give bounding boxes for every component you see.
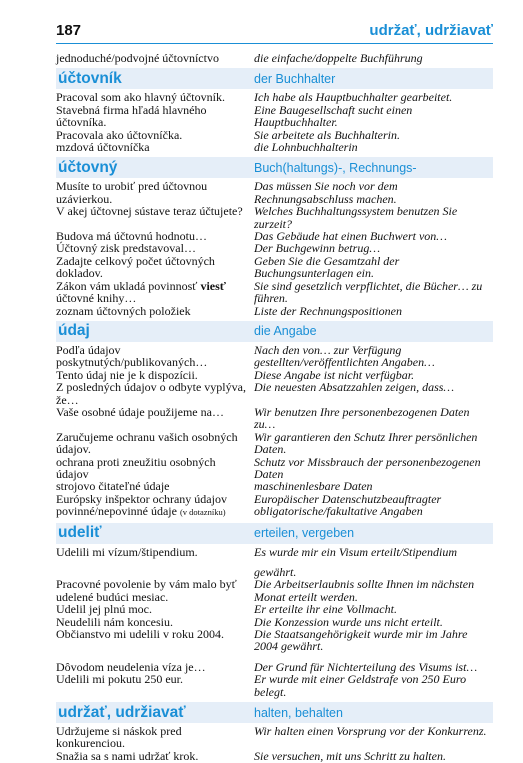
german-text: Geben Sie die Gesamtzahl der	[254, 253, 400, 268]
headword-translation: Buch(haltungs)-, Rechnungs-	[254, 160, 417, 175]
slovak-text-part: povinné/nepovinné údaje	[56, 504, 180, 519]
example-row	[56, 737, 493, 749]
german-text: Buchungsunterlagen ein.	[254, 266, 374, 281]
slovak-text: dokladov.	[56, 266, 103, 281]
slovak-text: strojovo čitateľné údaje	[56, 479, 170, 494]
german-text: die einfache/doppelte Buchführung	[254, 51, 423, 65]
headword: udeliť	[58, 524, 102, 542]
german-text: Daten	[254, 466, 284, 481]
german-text: Sie versuchen, mit uns Schritt zu halten.	[254, 748, 446, 763]
headword-translation: erteilen, vergeben	[254, 526, 355, 541]
running-head: udržať, udržiavať	[369, 22, 493, 39]
dictionary-content	[56, 52, 493, 762]
entry-heading	[56, 702, 493, 723]
example-row	[56, 750, 493, 762]
german-text: Daten.	[254, 442, 287, 457]
example-row	[56, 640, 493, 652]
example-row	[56, 418, 493, 430]
german-text: Die Staatsangehörigkeit wurde mir im Jahre	[254, 627, 468, 642]
slovak-text: poskytnutých/publikovaných…	[56, 355, 208, 370]
slovak-text-part: Zákon vám ukladá povinnosť	[56, 278, 201, 293]
slovak-text: účtovné knihy…	[56, 291, 137, 306]
german-text: Der Grund für Nichterteilung des Visums ist…	[254, 659, 478, 674]
example-row	[56, 52, 493, 64]
german-text: Ich habe als Hauptbuchhalter gearbeitet.	[254, 90, 453, 105]
slovak-text: Udelili mi pokutu 250 eur.	[56, 672, 183, 687]
german-text: Die Konzession wurde uns nicht erteilt.	[254, 614, 443, 629]
slovak-text: údajov	[56, 466, 89, 481]
slovak-text: V akej účtovnej sústave teraz účtujete?	[56, 204, 243, 219]
page-number: 187	[56, 22, 82, 39]
slovak-text: že…	[56, 392, 79, 407]
german-text: 2004 gewährt.	[254, 639, 324, 654]
german-text: Es wurde mir ein Visum erteilt/Stipendium	[254, 544, 457, 559]
german-text: Er wurde mit einer Geldstrafe von 250 Euro belegt.	[254, 672, 467, 699]
german-text: Die neuesten Absatzzahlen zeigen, dass…	[254, 380, 455, 395]
slovak-text: konkurenciou.	[56, 736, 125, 751]
slovak-text: Budova má účtovnú hodnotu…	[56, 229, 207, 244]
slovak-text: Udelili mi vízum/štipendium.	[56, 544, 198, 559]
entry-heading	[56, 157, 493, 178]
slovak-text	[56, 640, 254, 652]
example-row	[56, 141, 493, 153]
slovak-text: udelené budúci mesiac.	[56, 589, 169, 604]
example-row	[56, 546, 493, 558]
german-text: die Lohnbuchhalterin	[254, 140, 358, 155]
example-row	[56, 356, 493, 368]
german-text: Rechnungsabschluss machen.	[254, 191, 397, 206]
example-row	[56, 180, 493, 192]
german-text: Sie sind gesetzlich verpflichtet, die Bücher… zu	[254, 278, 483, 293]
slovak-text: údajov.	[56, 442, 91, 457]
german-text: obligatorische/fakultative Angaben	[254, 504, 423, 519]
headword: účtovný	[58, 158, 118, 176]
page-header	[56, 22, 493, 44]
example-row	[56, 673, 493, 698]
german-text: Er erteilte ihr eine Vollmacht.	[254, 602, 397, 617]
example-row	[56, 381, 493, 393]
german-text: Sie arbeitete als Buchhalterin.	[254, 127, 400, 142]
german-text: zurzeit?	[254, 216, 293, 231]
example-row	[56, 205, 493, 217]
slovak-text: Z posledných údajov o odbyte vyplýva,	[56, 380, 246, 395]
slovak-text-bold: viesť	[200, 278, 227, 293]
example-row	[56, 242, 493, 254]
german-text: Diese Angabe ist nicht verfügbar.	[254, 367, 415, 382]
entry-heading	[56, 68, 493, 89]
entry-heading	[56, 523, 493, 544]
slovak-text: Účtovný zisk predstavoval…	[56, 241, 196, 256]
example-row	[56, 443, 493, 455]
german-text: Wir halten einen Vorsprung vor der Konkurrenz.	[254, 724, 487, 739]
example-row	[56, 505, 493, 518]
slovak-text: Občianstvo mi udelili v roku 2004.	[56, 627, 224, 642]
header-rule	[56, 43, 493, 44]
german-text: Monat erteilt werden.	[254, 589, 358, 604]
german-text: Europäischer Datenschutzbeauftragter	[254, 491, 442, 506]
slovak-text: Zaručujeme ochranu vašich osobných	[56, 429, 238, 444]
slovak-text: zoznam účtovných položiek	[56, 303, 191, 318]
german-text: Die Arbeitserlaubnis sollte Ihnen im nächsten	[254, 577, 475, 592]
german-text: Eine Baugesellschaft sucht einen	[254, 102, 413, 117]
german-text: Wir garantieren den Schutz Ihrer persönlichen	[254, 429, 478, 444]
german-text: Wir benutzen Ihre personenbezogenen Daten	[254, 404, 470, 419]
german-text: Hauptbuchhalter.	[254, 115, 338, 130]
example-row	[56, 305, 493, 317]
slovak-text: Pracovala ako účtovníčka.	[56, 127, 183, 142]
slovak-text: Vaše osobné údaje použijeme na…	[56, 404, 224, 419]
german-text: Nach den von… zur Verfügung	[254, 342, 402, 357]
slovak-text: účtovníka.	[56, 115, 107, 130]
headword: údaj	[58, 322, 90, 340]
slovak-text: Neudelili nám koncesiu.	[56, 614, 173, 629]
german-text: Liste der Rechnungspositionen	[254, 303, 402, 318]
slovak-text: Tento údaj nie je k dispozícii.	[56, 367, 198, 382]
german-text: Der Buchgewinn betrug…	[254, 241, 380, 256]
german-text: Das müssen Sie noch vor dem	[254, 179, 398, 194]
german-text: gewährt.	[254, 565, 297, 579]
headword: účtovník	[58, 69, 122, 87]
slovak-text: Zadajte celkový počet účtovných	[56, 253, 215, 268]
slovak-text: Stavebná firma hľadá hlavného	[56, 102, 207, 117]
german-text: Das Gebäude hat einen Buchwert von…	[254, 229, 447, 244]
headword: udržať, udržiavať	[58, 703, 186, 721]
headword-translation: halten, behalten	[254, 705, 343, 720]
slovak-text: jednoduché/podvojné účtovníctvo	[56, 51, 219, 65]
slovak-text: Udelil jej plnú moc.	[56, 602, 152, 617]
entry-heading	[56, 321, 493, 342]
slovak-text: Podľa údajov	[56, 342, 121, 357]
example-row	[56, 578, 493, 590]
slovak-text: Snažia sa s nami udržať krok.	[56, 748, 199, 763]
slovak-text: Udržujeme si náskok pred	[56, 724, 182, 739]
slovak-text: mzdová účtovníčka	[56, 140, 150, 155]
german-text: zu…	[254, 417, 276, 432]
slovak-text: Musíte to urobiť pred účtovnou	[56, 179, 208, 194]
slovak-text: uzávierkou.	[56, 191, 113, 206]
example-row	[56, 480, 493, 492]
slovak-text: Pracovné povolenie by vám malo byť	[56, 577, 237, 592]
example-row	[56, 292, 493, 304]
german-text: Schutz vor Missbrauch der personenbezogenen	[254, 454, 481, 469]
german-text: führen.	[254, 291, 288, 306]
slovak-text: ochrana proti zneužitiu osobných	[56, 454, 216, 469]
slovak-note: (v dotazníku)	[179, 507, 226, 518]
example-row	[56, 116, 493, 128]
slovak-text: Pracoval som ako hlavný účtovník.	[56, 90, 225, 105]
german-text: gestellten/veröffentlichten Angaben…	[254, 355, 435, 370]
headword-translation: der Buchhalter	[254, 71, 336, 86]
slovak-text	[56, 505, 254, 518]
headword-translation: die Angabe	[254, 324, 317, 339]
slovak-text: Európsky inšpektor ochrany údajov	[56, 491, 227, 506]
slovak-text: Dôvodom neudelenia víza je…	[56, 659, 206, 674]
german-text	[254, 737, 493, 749]
example-row	[56, 91, 493, 103]
slovak-text	[56, 418, 254, 430]
german-text: maschinenlesbare Daten	[254, 479, 373, 494]
example-row	[56, 603, 493, 615]
german-text: Welches Buchhaltungssystem benutzen Sie	[254, 204, 458, 219]
